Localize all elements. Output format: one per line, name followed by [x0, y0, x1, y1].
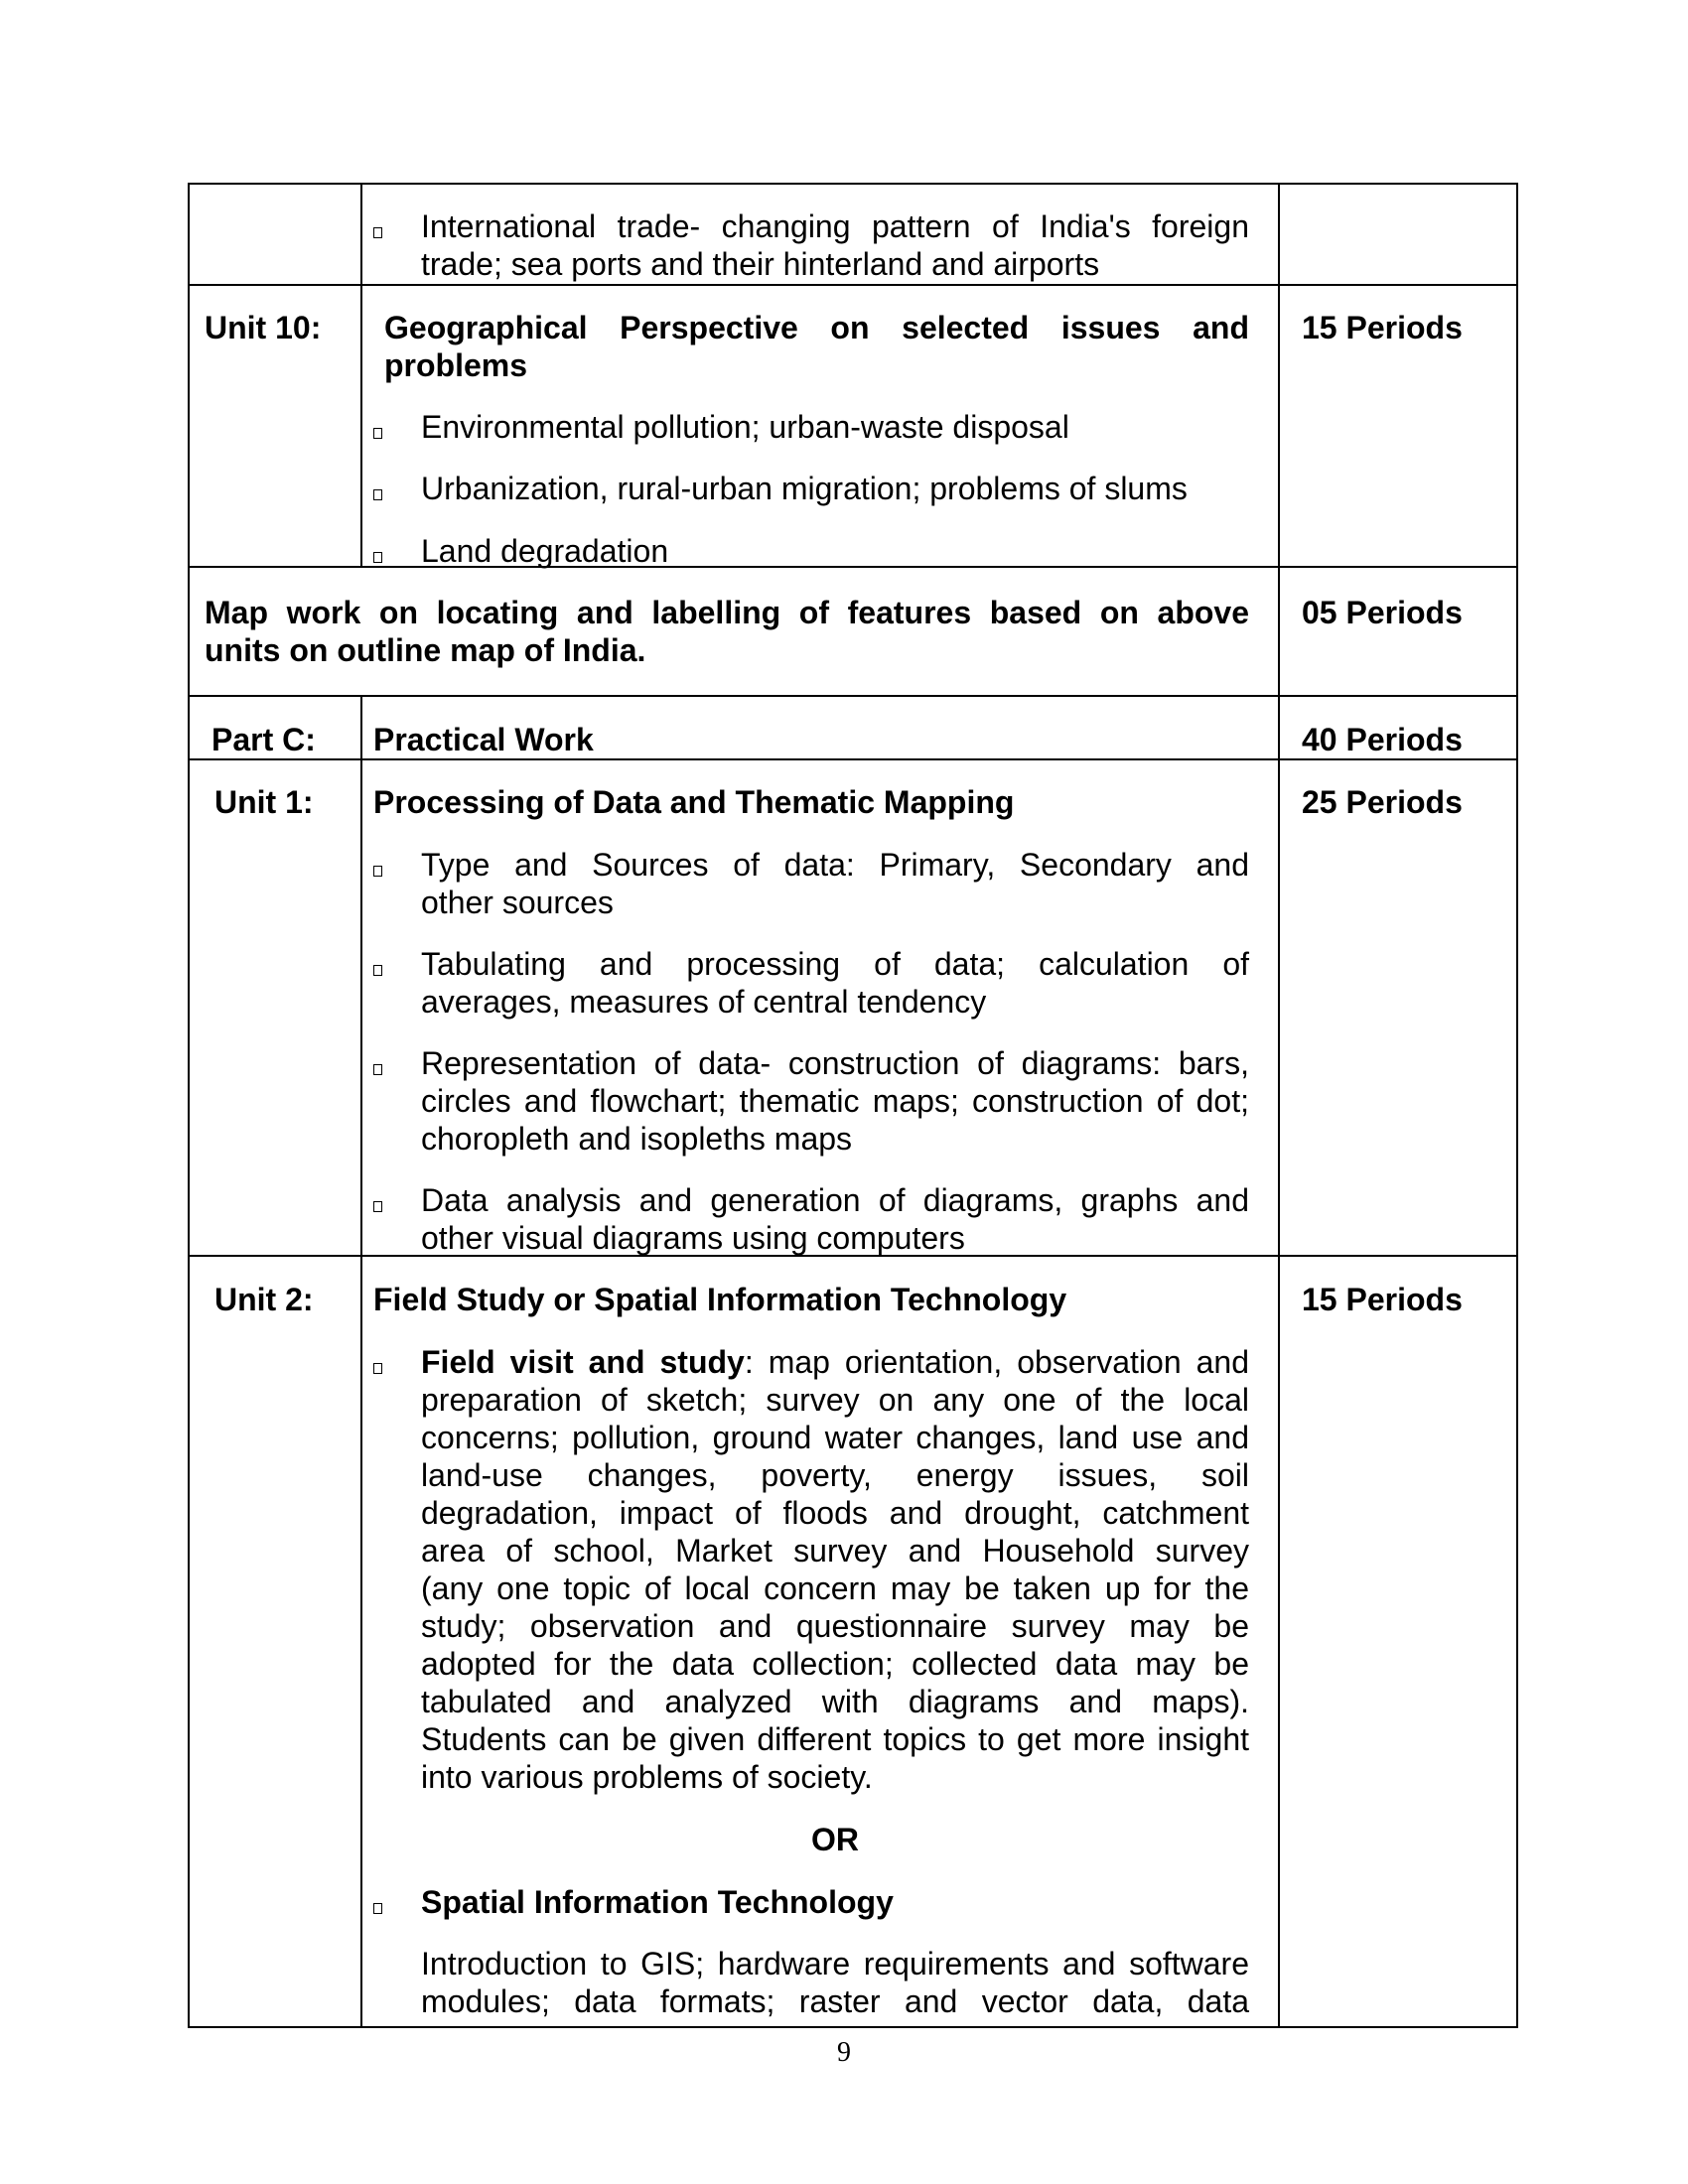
- spatial-tech-title: Spatial Information Technology: [421, 1884, 894, 1920]
- unit-2-title: Field Study or Spatial Information Technology: [373, 1282, 1067, 1317]
- field-visit-line: study; observation and questionnaire survey may be: [421, 1608, 1249, 1644]
- unit-1-b3-line-2: circles and flowchart; thematic maps; construction of dot;: [421, 1083, 1249, 1119]
- spatial-tech-line-2: modules; data formats; raster and vector data, data: [421, 1983, 1249, 2019]
- unit-1-label: Unit 1:: [214, 784, 314, 820]
- field-visit-line: tabulated and analyzed with diagrams and maps).: [421, 1684, 1249, 1719]
- trade-line-1: International trade- changing pattern of India's foreign: [421, 208, 1249, 244]
- field-visit-line-1: [421, 1343, 1249, 1381]
- bullet-icon: [373, 428, 382, 439]
- page-number: 9: [837, 2037, 851, 2068]
- part-c-periods: 40 Periods: [1302, 722, 1463, 757]
- field-visit-line: land-use changes, poverty, energy issues, soil: [421, 1457, 1249, 1493]
- bullet-icon: [373, 227, 382, 238]
- unit-10-bullet-2: Urbanization, rural-urban migration; problems of slums: [421, 471, 1188, 506]
- col-divider-1: [360, 185, 362, 566]
- part-c-label: Part C:: [211, 722, 316, 757]
- bullet-icon: [373, 1064, 382, 1075]
- or-separator: OR: [811, 1822, 859, 1857]
- unit-1-b4-line-2: other visual diagrams using computers: [421, 1220, 965, 1256]
- field-visit-line: Students can be given different topics to get more insight: [421, 1721, 1249, 1757]
- bullet-icon: [373, 489, 382, 500]
- field-visit-line: concerns; pollution, ground water changes, land use and: [421, 1420, 1249, 1455]
- unit-10-periods: 15 Periods: [1302, 310, 1463, 345]
- spatial-tech-line-1: Introduction to GIS; hardware requirements and software: [421, 1946, 1249, 1981]
- unit-10-label: Unit 10:: [205, 310, 322, 345]
- unit-2-label: Unit 2:: [214, 1282, 314, 1317]
- bullet-icon: [373, 552, 382, 563]
- field-visit-line: area of school, Market survey and Household survey: [421, 1533, 1249, 1569]
- row-divider-4: [190, 758, 1516, 760]
- bullet-icon: [373, 1201, 382, 1212]
- unit-10-title-line-1: Geographical Perspective on selected issues and: [384, 310, 1249, 345]
- trade-line-2: trade; sea ports and their hinterland and airports: [421, 246, 1100, 282]
- unit-1-b4-line-1: Data analysis and generation of diagrams, graphs and: [421, 1182, 1249, 1218]
- unit-10-title-line-2: problems: [384, 347, 528, 383]
- unit-1-b2-line-1: Tabulating and processing of data; calculation of: [421, 946, 1249, 982]
- col-divider-1b: [360, 695, 362, 2026]
- unit-2-periods: 15 Periods: [1302, 1282, 1463, 1317]
- row-divider-1: [190, 284, 1516, 286]
- part-c-title: Practical Work: [373, 722, 594, 757]
- field-visit-line: adopted for the data collection; collected data may be: [421, 1646, 1249, 1682]
- field-visit-line-last: into various problems of society.: [421, 1759, 873, 1795]
- unit-10-bullet-3: Land degradation: [421, 533, 669, 569]
- field-visit-line: preparation of sketch; survey on any one of the local: [421, 1382, 1249, 1418]
- row-divider-3: [190, 695, 1516, 697]
- field-visit-heading: Field visit and study: [421, 1344, 745, 1380]
- map-work-periods: 05 Periods: [1302, 595, 1463, 630]
- unit-1-b1-line-1: Type and Sources of data: Primary, Secondary and: [421, 847, 1249, 883]
- unit-1-title: Processing of Data and Thematic Mapping: [373, 784, 1015, 820]
- bullet-icon: [373, 866, 382, 877]
- unit-10-bullet-1: Environmental pollution; urban-waste disposal: [421, 409, 1069, 445]
- unit-1-b3-line-1: Representation of data- construction of diagrams: bars,: [421, 1045, 1249, 1081]
- unit-1-periods: 25 Periods: [1302, 784, 1463, 820]
- unit-1-b2-line-2: averages, measures of central tendency: [421, 984, 987, 1020]
- bullet-icon: [373, 965, 382, 976]
- field-visit-line: (any one topic of local concern may be taken up for the: [421, 1570, 1249, 1606]
- row-divider-2: [190, 566, 1516, 568]
- bullet-icon: [373, 1903, 382, 1914]
- map-work-line-1: Map work on locating and labelling of features based on above: [205, 595, 1249, 630]
- map-work-line-2: units on outline map of India.: [205, 632, 646, 668]
- field-visit-intro: : map orientation, observation and: [744, 1344, 1250, 1380]
- bullet-icon: [373, 1363, 382, 1374]
- unit-1-b1-line-2: other sources: [421, 885, 614, 920]
- col-divider-2: [1278, 185, 1280, 2026]
- field-visit-line: degradation, impact of floods and drought, catchment: [421, 1495, 1249, 1531]
- unit-1-b3-line-3: choropleth and isopleths maps: [421, 1121, 853, 1157]
